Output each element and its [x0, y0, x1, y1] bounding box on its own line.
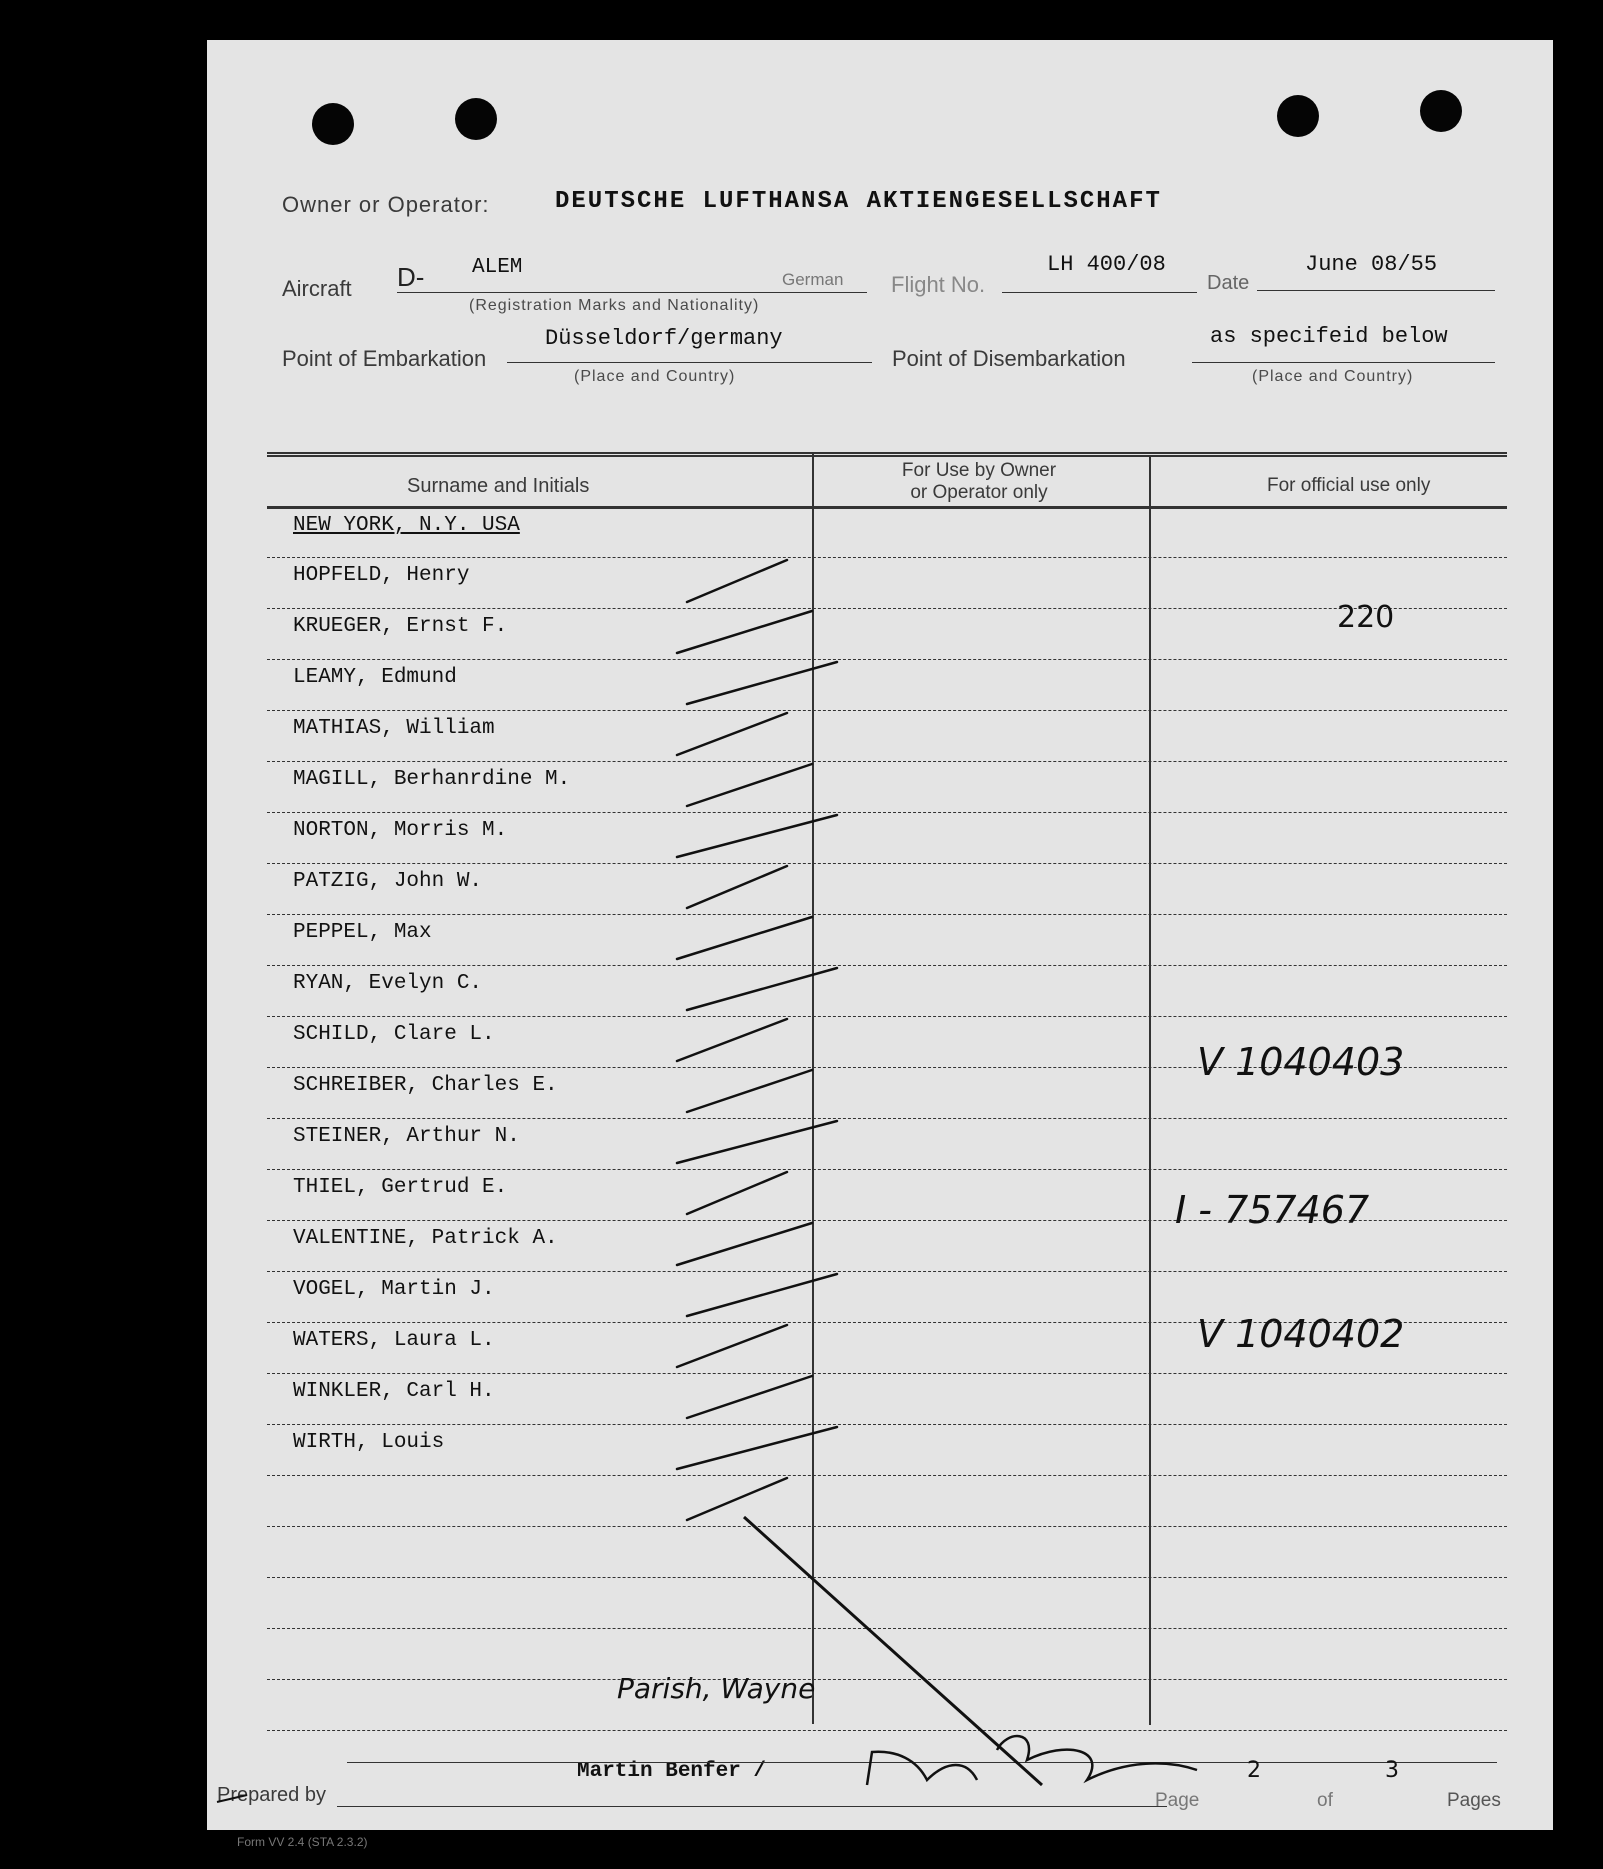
- owner-label: Owner or Operator:: [282, 192, 490, 217]
- aircraft-label: Aircraft: [282, 276, 352, 301]
- disembarkation-label: Point of Disembarkation: [892, 346, 1126, 371]
- check-mark: [677, 611, 812, 653]
- total-pages: 3: [1385, 1758, 1399, 1783]
- passenger-name: WATERS, Laura L.: [293, 1329, 495, 1352]
- aircraft-prefix: D-: [397, 262, 425, 292]
- passenger-name: NORTON, Morris M.: [293, 819, 508, 842]
- check-mark: [677, 713, 787, 755]
- passenger-name: THIEL, Gertrud E.: [293, 1176, 508, 1199]
- check-mark: [677, 1427, 837, 1469]
- check-mark: [677, 917, 812, 959]
- manifest-page: [207, 40, 1553, 1849]
- official-note-thiel: I - 757467: [1175, 1188, 1370, 1232]
- passenger-name: HOPFELD, Henry: [293, 564, 470, 587]
- col-surname-header: Surname and Initials: [407, 475, 590, 497]
- official-note-vogel: V 1040402: [1197, 1312, 1405, 1356]
- of-label: of: [1317, 1790, 1333, 1811]
- check-mark: [687, 968, 837, 1010]
- owner-value: DEUTSCHE LUFTHANSA AKTIENGESELLSCHAFT: [555, 188, 1162, 215]
- passenger-name: KRUEGER, Ernst F.: [293, 615, 508, 638]
- aircraft-nationality: German: [782, 270, 844, 289]
- aircraft-caption: (Registration Marks and Nationality): [469, 297, 760, 314]
- official-note-krueger: 220: [1337, 600, 1395, 635]
- passenger-name: SCHILD, Clare L.: [293, 1023, 495, 1046]
- check-mark: [677, 1223, 812, 1265]
- aircraft-registration: ALEM: [472, 256, 523, 279]
- signature-mark: [867, 1752, 977, 1785]
- page-number: 2: [1247, 1758, 1261, 1783]
- preparer-typed-name: Martin Benfer /: [577, 1760, 767, 1783]
- passenger-name: PEPPEL, Max: [293, 921, 432, 944]
- prepared-by-tick: [217, 1795, 247, 1802]
- void-strike-line: [744, 1517, 1042, 1785]
- check-mark: [677, 1325, 787, 1367]
- passenger-name: RYAN, Evelyn C.: [293, 972, 483, 995]
- flight-number: LH 400/08: [1047, 252, 1166, 277]
- passenger-name: MAGILL, Berhanrdine M.: [293, 768, 571, 791]
- passenger-name: STEINER, Arthur N.: [293, 1125, 520, 1148]
- disembarkation-value: as specifeid below: [1210, 324, 1448, 349]
- check-mark: [687, 1478, 787, 1520]
- check-mark: [687, 662, 837, 704]
- check-mark: [687, 1172, 787, 1214]
- embarkation-value: Düsseldorf/germany: [545, 326, 783, 351]
- passenger-name: WIRTH, Louis: [293, 1431, 445, 1454]
- check-mark: [687, 1376, 812, 1418]
- col-official-header: For official use only: [1267, 475, 1431, 496]
- handwritten-passenger-note: Parish, Wayne: [617, 1672, 816, 1705]
- passenger-name: VALENTINE, Patrick A.: [293, 1227, 558, 1250]
- embarkation-caption: (Place and Country): [574, 368, 736, 385]
- form-number: Form VV 2.4 (STA 2.3.2): [237, 1835, 368, 1849]
- passenger-name: LEAMY, Edmund: [293, 666, 457, 689]
- pen-marks: [207, 40, 1553, 1830]
- disembarkation-caption: (Place and Country): [1252, 368, 1414, 385]
- passenger-name: VOGEL, Martin J.: [293, 1278, 495, 1301]
- date-value: June 08/55: [1305, 252, 1438, 277]
- check-mark: [677, 1121, 837, 1163]
- passenger-name: MATHIAS, William: [293, 717, 495, 740]
- check-mark: [687, 1274, 837, 1316]
- official-note-schild: V 1040403: [1197, 1040, 1405, 1084]
- col-owner-header-line2: or Operator only: [910, 482, 1048, 503]
- passenger-name: WINKLER, Carl H.: [293, 1380, 495, 1403]
- check-mark: [687, 764, 812, 806]
- pages-label: Pages: [1447, 1790, 1501, 1811]
- check-mark: [687, 1070, 812, 1112]
- check-mark: [687, 560, 787, 602]
- destination-heading: NEW YORK, N.Y. USA: [293, 514, 520, 537]
- prepared-by-label: Prepared by: [217, 1784, 326, 1806]
- flight-label: Flight No.: [891, 272, 986, 297]
- passenger-name: PATZIG, John W.: [293, 870, 483, 893]
- col-owner-header-line1: For Use by Owner: [901, 460, 1057, 481]
- date-label: Date: [1207, 272, 1250, 294]
- check-mark: [687, 866, 787, 908]
- check-mark: [677, 1019, 787, 1061]
- check-mark: [677, 815, 837, 857]
- passenger-name: SCHREIBER, Charles E.: [293, 1074, 558, 1097]
- embarkation-label: Point of Embarkation: [282, 346, 487, 371]
- page-label: Page: [1155, 1790, 1200, 1811]
